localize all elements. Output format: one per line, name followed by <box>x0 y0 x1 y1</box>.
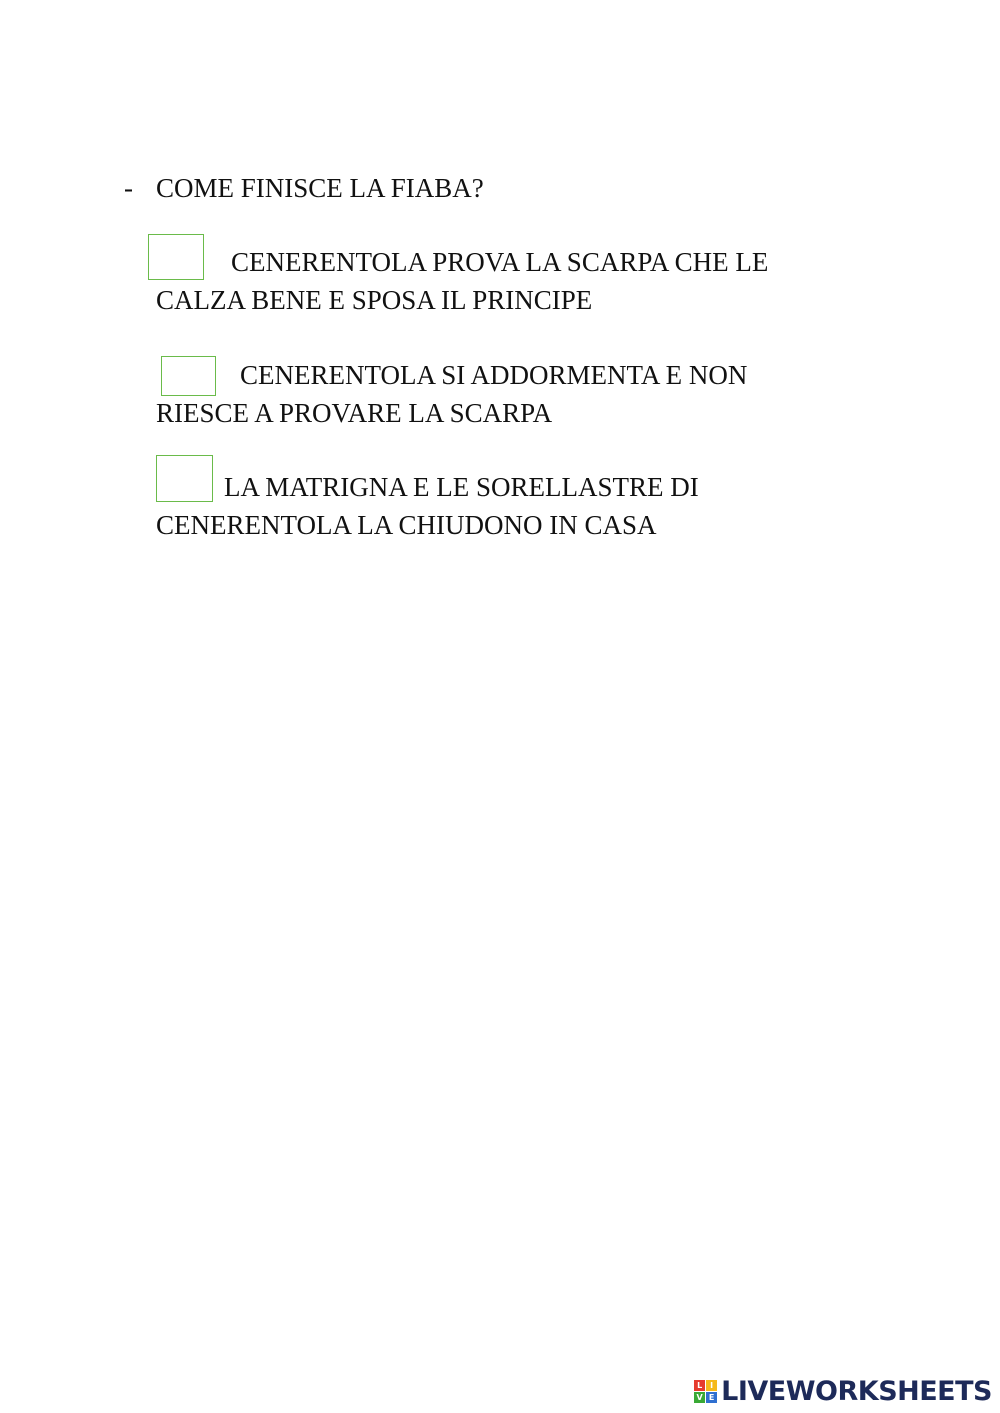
logo-letter-v: V <box>694 1392 705 1403</box>
option-3-line-1: LA MATRIGNA E LE SORELLASTRE DI <box>224 472 699 502</box>
question-bullet: - <box>124 173 133 203</box>
option-3-line-2: CENERENTOLA LA CHIUDONO IN CASA <box>156 510 657 540</box>
option-2-checkbox[interactable] <box>161 356 216 396</box>
option-2-line-1: CENERENTOLA SI ADDORMENTA E NON <box>240 360 748 390</box>
liveworksheets-logo <box>694 1376 992 1407</box>
logo-letter-e: E <box>706 1392 717 1403</box>
live-logo-icon <box>694 1380 717 1403</box>
question-text: COME FINISCE LA FIABA? <box>156 173 484 203</box>
logo-letter-i: I <box>706 1380 717 1391</box>
option-1-line-1: CENERENTOLA PROVA LA SCARPA CHE LE <box>231 247 769 277</box>
option-1-line-2: CALZA BENE E SPOSA IL PRINCIPE <box>156 285 593 315</box>
option-2-line-2: RIESCE A PROVARE LA SCARPA <box>156 398 553 428</box>
option-3-checkbox[interactable] <box>156 455 213 502</box>
brand-name: LIVEWORKSHEETS <box>721 1376 992 1407</box>
option-1-checkbox[interactable] <box>148 234 204 280</box>
logo-letter-l: L <box>694 1380 705 1391</box>
